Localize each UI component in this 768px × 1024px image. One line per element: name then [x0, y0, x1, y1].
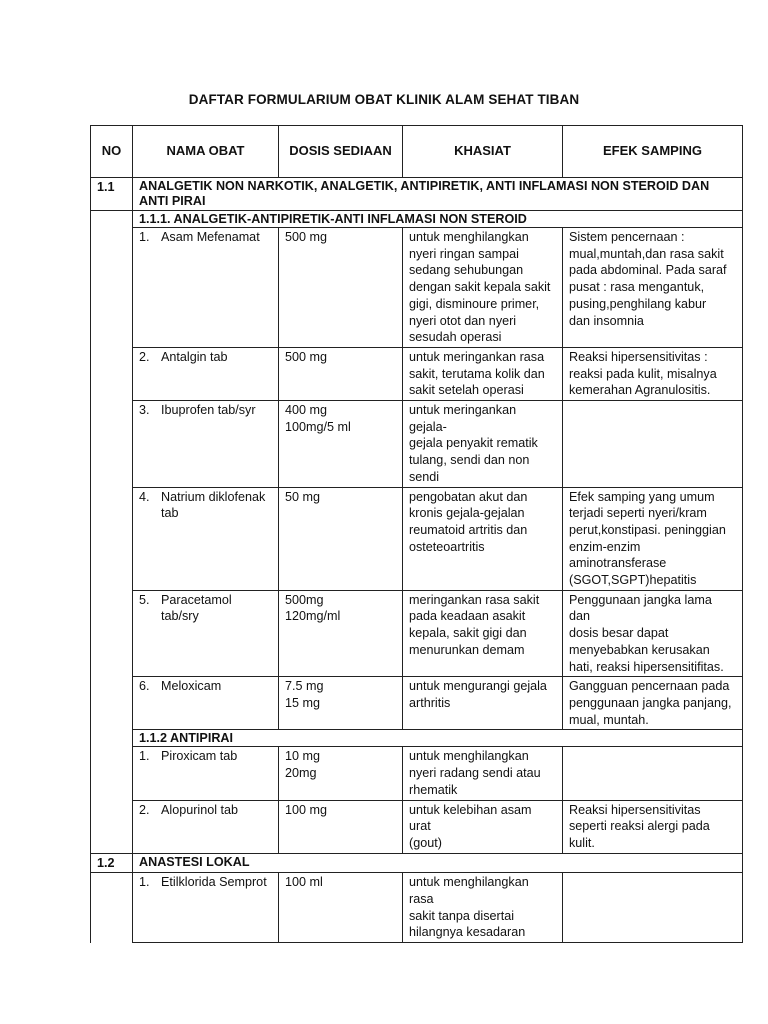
drug-name-line	[139, 748, 272, 765]
dose-cell	[279, 401, 403, 488]
section-title: ANALGETIK NON NARKOTIK, ANALGETIK, ANTIPIRETIK, ANTI INFLAMASI NON STEROID DAN ANTI PIRAI	[133, 178, 743, 211]
benefit-cell: meringankan rasa sakit pada keadaan asakit kepala, sakit gigi dan menurunkan demam	[403, 590, 563, 677]
drug-name-cell	[133, 800, 279, 853]
drug-name-cell	[133, 228, 279, 348]
drug-name-line	[139, 874, 272, 891]
dose-value: 100 mg	[285, 802, 328, 817]
section-number: 1.2	[91, 853, 133, 873]
drug-row	[91, 401, 743, 488]
benefit-cell: untuk meringankan gejala- gejala penyakit rematik tulang, sendi dan non sendi	[403, 401, 563, 488]
section-number: 1.1	[91, 178, 133, 211]
drug-name: Alopurinol tab	[161, 802, 239, 817]
drug-name: Paracetamol	[161, 592, 232, 607]
empty-number-cell	[91, 347, 133, 400]
benefit-cell: untuk menghilangkan rasa sakit tanpa disertai hilangnya kesadaran	[403, 873, 563, 943]
drug-name-cell	[133, 873, 279, 943]
drug-row	[91, 347, 743, 400]
dose-cell	[279, 590, 403, 677]
drug-name-cell	[133, 747, 279, 800]
empty-number-cell	[91, 487, 133, 590]
empty-number-cell	[91, 747, 133, 800]
header-side-effect: EFEK SAMPING	[563, 126, 743, 178]
dose-value: 100mg/5 ml	[285, 419, 351, 434]
drug-name-line	[139, 802, 272, 819]
side-effect-cell: Reaksi hipersensitivitas seperti reaksi alergi pada kulit.	[563, 800, 743, 853]
drug-name-line	[139, 678, 272, 695]
drug-number: 5.	[139, 592, 150, 607]
dose-value: 50 mg	[285, 489, 321, 504]
empty-number-cell	[91, 228, 133, 348]
section-title: ANASTESI LOKAL	[133, 853, 743, 873]
subsection-row	[91, 730, 743, 747]
drug-row	[91, 228, 743, 348]
drug-row	[91, 677, 743, 730]
dose-value: 500 mg	[285, 230, 328, 244]
section-row	[91, 853, 743, 873]
drug-name-continued: tab	[161, 506, 179, 521]
drug-number: 1.	[139, 230, 150, 244]
drug-number: 4.	[139, 489, 150, 504]
empty-number-cell	[91, 730, 133, 747]
dose-value: 500 mg	[285, 349, 328, 364]
drug-name: Natrium diklofenak	[161, 489, 266, 504]
side-effect-cell: Sistem pencernaan : mual,muntah,dan rasa sakit pada abdominal. Pada saraf pusat : rasa mengantuk, pusing,penghilang kabur dan insomnia	[563, 228, 743, 348]
subsection-title: 1.1.2 ANTIPIRAI	[133, 730, 743, 747]
dose-value: 20mg	[285, 766, 317, 781]
drug-name: Asam Mefenamat	[161, 230, 260, 244]
drug-number: 2.	[139, 349, 150, 364]
subsection-row	[91, 211, 743, 228]
drug-number: 1.	[139, 749, 150, 764]
drug-row	[91, 747, 743, 800]
side-effect-cell	[563, 401, 743, 488]
benefit-cell: untuk mengurangi gejala arthritis	[403, 677, 563, 730]
drug-name-cell	[133, 590, 279, 677]
drug-name: Etilklorida Semprot	[161, 875, 267, 890]
side-effect-cell: Gangguan pencernaan pada penggunaan jangka panjang, mual, muntah.	[563, 677, 743, 730]
drug-row	[91, 487, 743, 590]
drug-name-line	[139, 402, 272, 419]
dose-cell	[279, 347, 403, 400]
dose-cell	[279, 873, 403, 943]
drug-name-cell	[133, 677, 279, 730]
drug-name-continued: tab/sry	[161, 609, 199, 624]
side-effect-cell	[563, 747, 743, 800]
empty-number-cell	[91, 677, 133, 730]
side-effect-cell: Reaksi hipersensitivitas : reaksi pada kulit, misalnya kemerahan Agranulositis.	[563, 347, 743, 400]
page-title: DAFTAR FORMULARIUM OBAT KLINIK ALAM SEHAT TIBAN	[188, 92, 580, 107]
drug-name-line	[139, 229, 272, 246]
dose-value: 120mg/ml	[285, 609, 341, 624]
dose-value: 400 mg	[285, 403, 328, 418]
benefit-cell: pengobatan akut dan kronis gejala-gejalan reumatoid artritis dan osteteoartritis	[403, 487, 563, 590]
empty-number-cell	[91, 873, 133, 943]
drug-row	[91, 590, 743, 677]
header-benefit: KHASIAT	[403, 126, 563, 178]
formulary-table	[90, 125, 743, 943]
section-row	[91, 178, 743, 211]
drug-name: Piroxicam tab	[161, 749, 238, 764]
drug-number: 1.	[139, 875, 150, 890]
drug-name-cell	[133, 401, 279, 488]
side-effect-cell: Penggunaan jangka lama dan dosis besar dapat menyebabkan kerusakan hati, reaksi hipersensitifitas.	[563, 590, 743, 677]
header-no: NO	[91, 126, 133, 178]
dose-cell	[279, 677, 403, 730]
benefit-cell: untuk menghilangkan nyeri ringan sampai sedang sehubungan dengan sakit kepala sakit gigi, disminoure primer, nyeri otot dan nyeri sesudah operasi	[403, 228, 563, 348]
dose-cell	[279, 487, 403, 590]
drug-name-cell	[133, 487, 279, 590]
drug-name-line	[139, 592, 272, 609]
side-effect-cell	[563, 873, 743, 943]
side-effect-cell: Efek samping yang umum terjadi seperti nyeri/kram perut,konstipasi. peninggian enzim-enzim aminotransferase (SGOT,SGPT)hepatitis	[563, 487, 743, 590]
drug-name: Meloxicam	[161, 679, 222, 694]
dose-value: 7.5 mg	[285, 679, 324, 694]
empty-number-cell	[91, 800, 133, 853]
dose-value: 15 mg	[285, 695, 321, 710]
empty-number-cell	[91, 590, 133, 677]
dose-cell	[279, 800, 403, 853]
header-drug-name: NAMA OBAT	[133, 126, 279, 178]
empty-number-cell	[91, 211, 133, 228]
drug-name-line	[139, 489, 272, 506]
drug-name: Ibuprofen tab/syr	[161, 403, 256, 418]
benefit-cell: untuk menghilangkan nyeri radang sendi atau rhematik	[403, 747, 563, 800]
drug-number: 2.	[139, 802, 150, 817]
drug-name-line	[139, 349, 272, 366]
subsection-title: 1.1.1. ANALGETIK-ANTIPIRETIK-ANTI INFLAMASI NON STEROID	[133, 211, 743, 228]
drug-row	[91, 800, 743, 853]
dose-value: 10 mg	[285, 749, 321, 764]
empty-number-cell	[91, 401, 133, 488]
drug-number: 3.	[139, 403, 150, 418]
header-dose: DOSIS SEDIAAN	[279, 126, 403, 178]
dose-value: 500mg	[285, 592, 324, 607]
drug-name-cell	[133, 347, 279, 400]
drug-number: 6.	[139, 679, 150, 694]
dose-value: 100 ml	[285, 875, 323, 890]
table-header-row	[91, 126, 743, 178]
drug-name: Antalgin tab	[161, 349, 228, 364]
dose-cell	[279, 228, 403, 348]
drug-row	[91, 873, 743, 943]
benefit-cell: untuk meringankan rasa sakit, terutama kolik dan sakit setelah operasi	[403, 347, 563, 400]
dose-cell	[279, 747, 403, 800]
benefit-cell: untuk kelebihan asam urat (gout)	[403, 800, 563, 853]
table-body	[91, 178, 743, 943]
